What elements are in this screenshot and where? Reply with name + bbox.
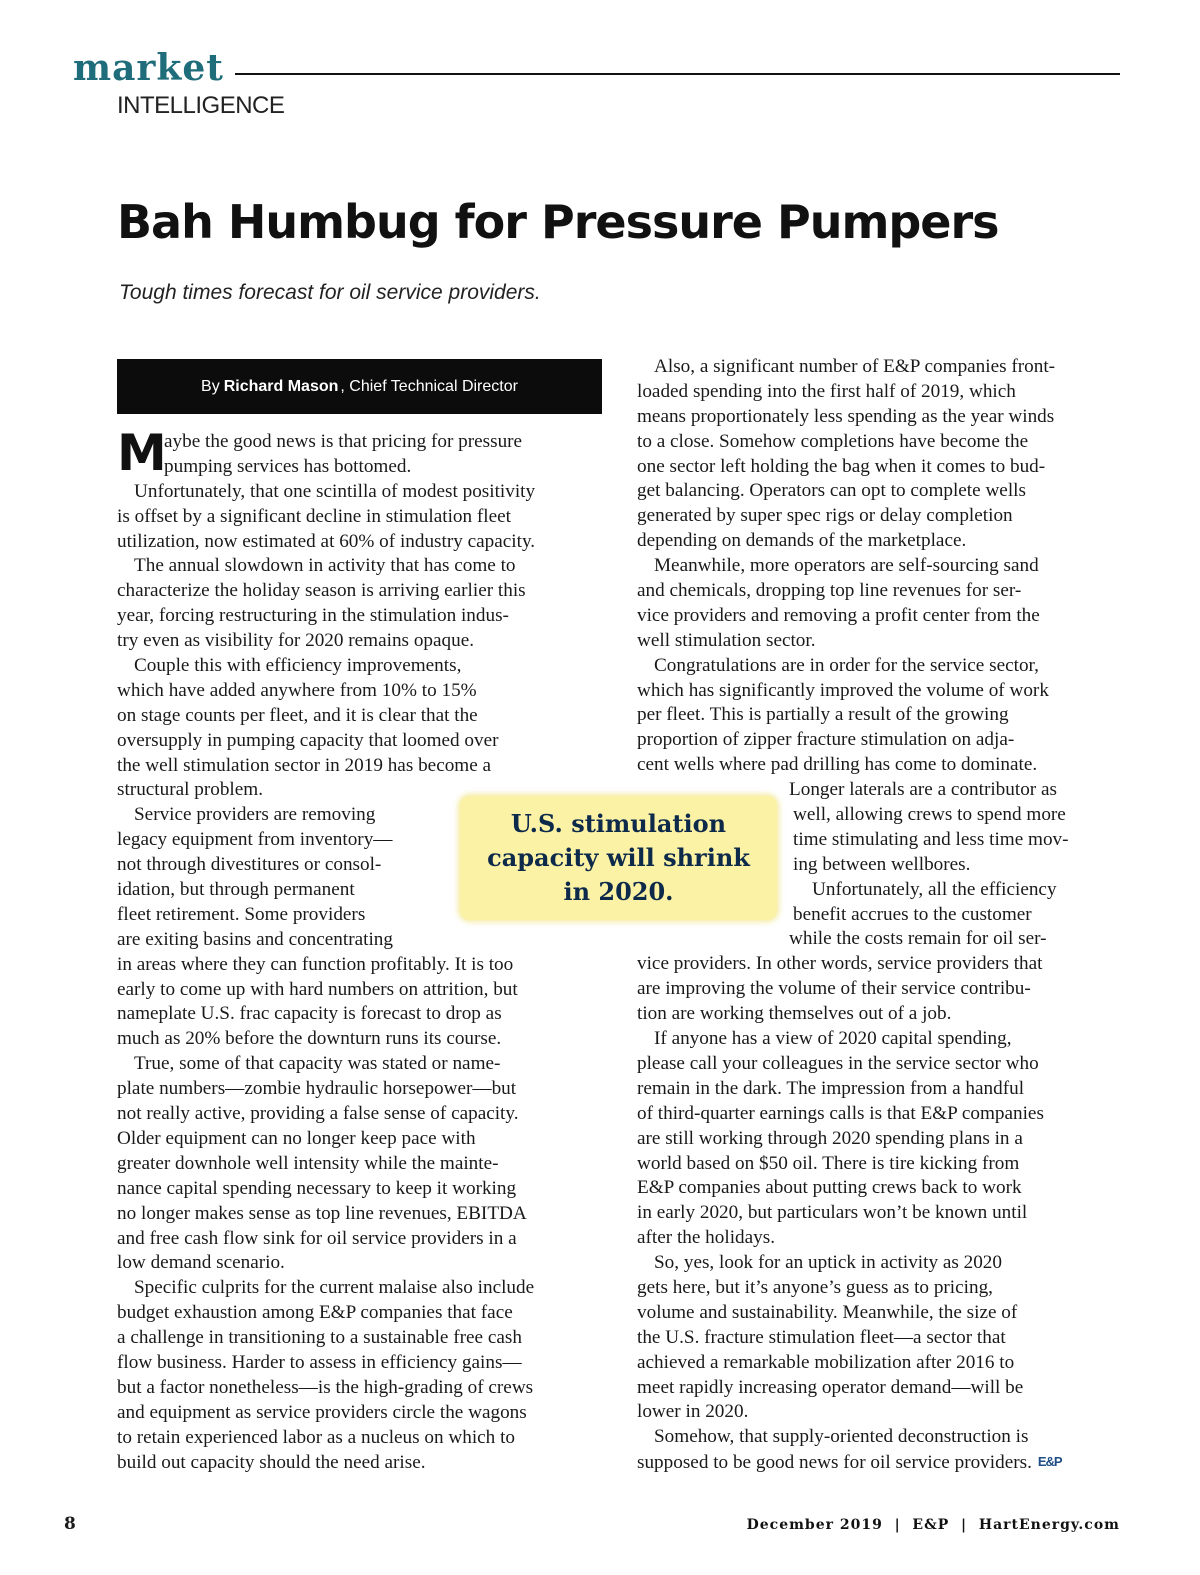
text-line: Specific culprits for the current malaise also include [134, 1277, 535, 1299]
text-line: please call your colleagues in the service sector who [637, 1052, 1039, 1074]
text-line: which has significantly improved the volume of work [637, 679, 1049, 701]
article-subtitle: Tough times forecast for oil service providers. [119, 281, 541, 304]
text-line: Service providers are removing [134, 804, 376, 826]
pull-quote-line: capacity will shrink [487, 843, 750, 872]
byline-bar [117, 359, 602, 414]
article-title: Bah Humbug for Pressure Pumpers [117, 195, 999, 249]
text-line: in early 2020, but particulars won’t be known until [637, 1202, 1028, 1224]
text-line: True, some of that capacity was stated or name- [134, 1053, 501, 1075]
text-line: are improving the volume of their service contribu- [637, 978, 1031, 1000]
text-line: Longer laterals are a contributor as [789, 779, 1057, 801]
text-line: cent wells where pad drilling has come to dominate. [637, 754, 1038, 776]
text-line: but a factor nonetheless—is the high-grading of crews [117, 1376, 534, 1398]
text-line: nameplate U.S. frac capacity is forecast to drop as [117, 1003, 502, 1025]
text-line: gets here, but it’s anyone’s guess as to pricing, [637, 1276, 993, 1298]
pull-quote-line: U.S. stimulation [510, 809, 727, 838]
byline-prefix: By [201, 377, 220, 395]
text-line: achieved a remarkable mobilization after 2016 to [637, 1351, 1015, 1373]
text-line: utilization, now estimated at 60% of industry capacity. [117, 530, 536, 552]
text-line: Unfortunately, that one scintilla of modest positivity [134, 480, 536, 502]
text-line: ing between wellbores. [793, 853, 971, 875]
text-line: remain in the dark. The impression from a handful [637, 1077, 1025, 1099]
text-line: E&P companies about putting crews back to work [637, 1177, 1022, 1199]
text-line: while the costs remain for oil ser- [789, 928, 1047, 950]
text-line: generated by super spec rigs or delay completion [637, 505, 1013, 527]
pull-quote-line: in 2020. [563, 877, 674, 906]
text-line: Congratulations are in order for the service sector, [654, 654, 1039, 676]
text-line: and free cash flow sink for oil service providers in a [117, 1227, 517, 1249]
text-line: early to come up with hard numbers on attrition, but [117, 978, 518, 1000]
text-line: Couple this with efficiency improvements, [134, 655, 462, 677]
text-line: which have added anywhere from 10% to 15% [117, 679, 477, 701]
text-line: legacy equipment from inventory— [117, 829, 393, 851]
text-line: in areas where they can function profitably. It is too [117, 953, 514, 975]
article-column-left [117, 424, 602, 1475]
text-line: the U.S. fracture stimulation fleet—a sector that [637, 1326, 1006, 1348]
text-line: and chemicals, dropping top line revenues for ser- [637, 580, 1022, 602]
text-line: well stimulation sector. [637, 629, 816, 651]
drop-cap: M [117, 424, 167, 482]
text-line: benefit accrues to the customer [793, 903, 1032, 925]
text-line: build out capacity should the need arise. [117, 1451, 426, 1473]
text-line: are exiting basins and concentrating [117, 928, 393, 950]
text-line: try even as visibility for 2020 remains opaque. [117, 630, 475, 652]
text-line: proportion of zipper fracture stimulation on adja- [637, 729, 1015, 751]
text-line: the well stimulation sector in 2019 has become a [117, 754, 492, 776]
text-line: Older equipment can no longer keep pace with [117, 1127, 476, 1149]
text-line: low demand scenario. [117, 1252, 285, 1274]
text-line: loaded spending into the first half of 2019, which [637, 380, 1016, 402]
text-line: flow business. Harder to assess in efficiency gains— [117, 1351, 522, 1373]
text-line: one sector left holding the bag when it comes to bud- [637, 455, 1046, 477]
text-line: Also, a significant number of E&P companies front- [654, 356, 1056, 377]
end-mark-logo: E&P [1037, 1454, 1062, 1470]
text-line: to a close. Somehow completions have become the [637, 430, 1029, 452]
text-line: depending on demands of the marketplace. [637, 530, 967, 552]
text-line: world based on $50 oil. There is tire kicking from [637, 1152, 1020, 1174]
text-line: after the holidays. [637, 1227, 775, 1249]
text-line: meet rapidly increasing operator demand—will be [637, 1376, 1024, 1398]
text-line: and equipment as service providers circle the wagons [117, 1401, 527, 1423]
text-line: plate numbers—zombie hydraulic horsepower—but [117, 1078, 517, 1100]
text-line: not really active, providing a false sense of capacity. [117, 1103, 519, 1125]
text-line: means proportionately less spending as the year winds [637, 405, 1055, 427]
text-line: vice providers. In other words, service providers that [637, 953, 1043, 975]
text-line: budget exhaustion among E&P companies that face [117, 1302, 513, 1324]
text-line: lower in 2020. [637, 1401, 749, 1423]
text-line: The annual slowdown in activity that has come to [134, 555, 516, 577]
text-line: are still working through 2020 spending plans in a [637, 1127, 1023, 1149]
text-line: vice providers and removing a profit center from the [637, 604, 1040, 626]
text-line: well, allowing crews to spend more [793, 804, 1066, 826]
text-line: get balancing. Operators can opt to complete wells [637, 480, 1026, 502]
text-line: idation, but through permanent [117, 879, 355, 901]
text-line: nance capital spending necessary to keep it working [117, 1177, 517, 1199]
text-line: year, forcing restructuring in the stimulation indus- [117, 605, 509, 627]
text-line: on stage counts per fleet, and it is clear that the [117, 704, 478, 726]
text-line: tion are working themselves out of a job. [637, 1003, 952, 1025]
page-number: 8 [64, 1514, 76, 1534]
text-line: not through divestitures or consol- [117, 854, 382, 876]
text-line: a challenge in transitioning to a sustainable free cash [117, 1327, 522, 1349]
text-line: Unfortunately, all the efficiency [812, 878, 1057, 900]
publication-footer: December 2019 | E&P | HartEnergy.com [746, 1517, 1120, 1533]
text-line: of third-quarter earnings calls is that E&P companies [637, 1102, 1044, 1124]
text-line: volume and sustainability. Meanwhile, the size of [637, 1301, 1018, 1323]
section-label: market [73, 47, 224, 89]
byline-role: , Chief Technical Director [340, 377, 518, 395]
text-line: much as 20% before the downturn runs its course. [117, 1028, 502, 1050]
text-line: Somehow, that supply-oriented deconstruction is [654, 1426, 1029, 1448]
text-line: pumping services has bottomed. [164, 455, 412, 477]
text-line: per fleet. This is partially a result of the growing [637, 704, 1009, 726]
text-line: structural problem. [117, 779, 263, 801]
text-line: time stimulating and less time mov- [793, 828, 1069, 850]
text-line: no longer makes sense as top line revenues, EBITDA [117, 1202, 527, 1224]
text-line: aybe the good news is that pricing for pressure [164, 431, 523, 452]
text-line: So, yes, look for an uptick in activity as 2020 [654, 1252, 1002, 1274]
text-line: to retain experienced labor as a nucleus on which to [117, 1426, 515, 1448]
text-line: characterize the holiday season is arriving earlier this [117, 580, 526, 602]
pull-quote [460, 796, 777, 920]
text-line: greater downhole well intensity while the mainte- [117, 1152, 499, 1174]
section-rule [235, 73, 1120, 75]
text-line: oversupply in pumping capacity that loomed over [117, 729, 499, 751]
text-line: Meanwhile, more operators are self-sourcing sand [654, 555, 1039, 577]
text-line: fleet retirement. Some providers [117, 903, 366, 925]
text-line: If anyone has a view of 2020 capital spending, [654, 1028, 1012, 1050]
text-line: supposed to be good news for oil service providers. E&P [637, 1452, 1062, 1474]
byline-author: Richard Mason [223, 377, 339, 395]
text-line: is offset by a significant decline in stimulation fleet [117, 505, 511, 527]
section-sublabel: INTELLIGENCE [117, 92, 285, 119]
